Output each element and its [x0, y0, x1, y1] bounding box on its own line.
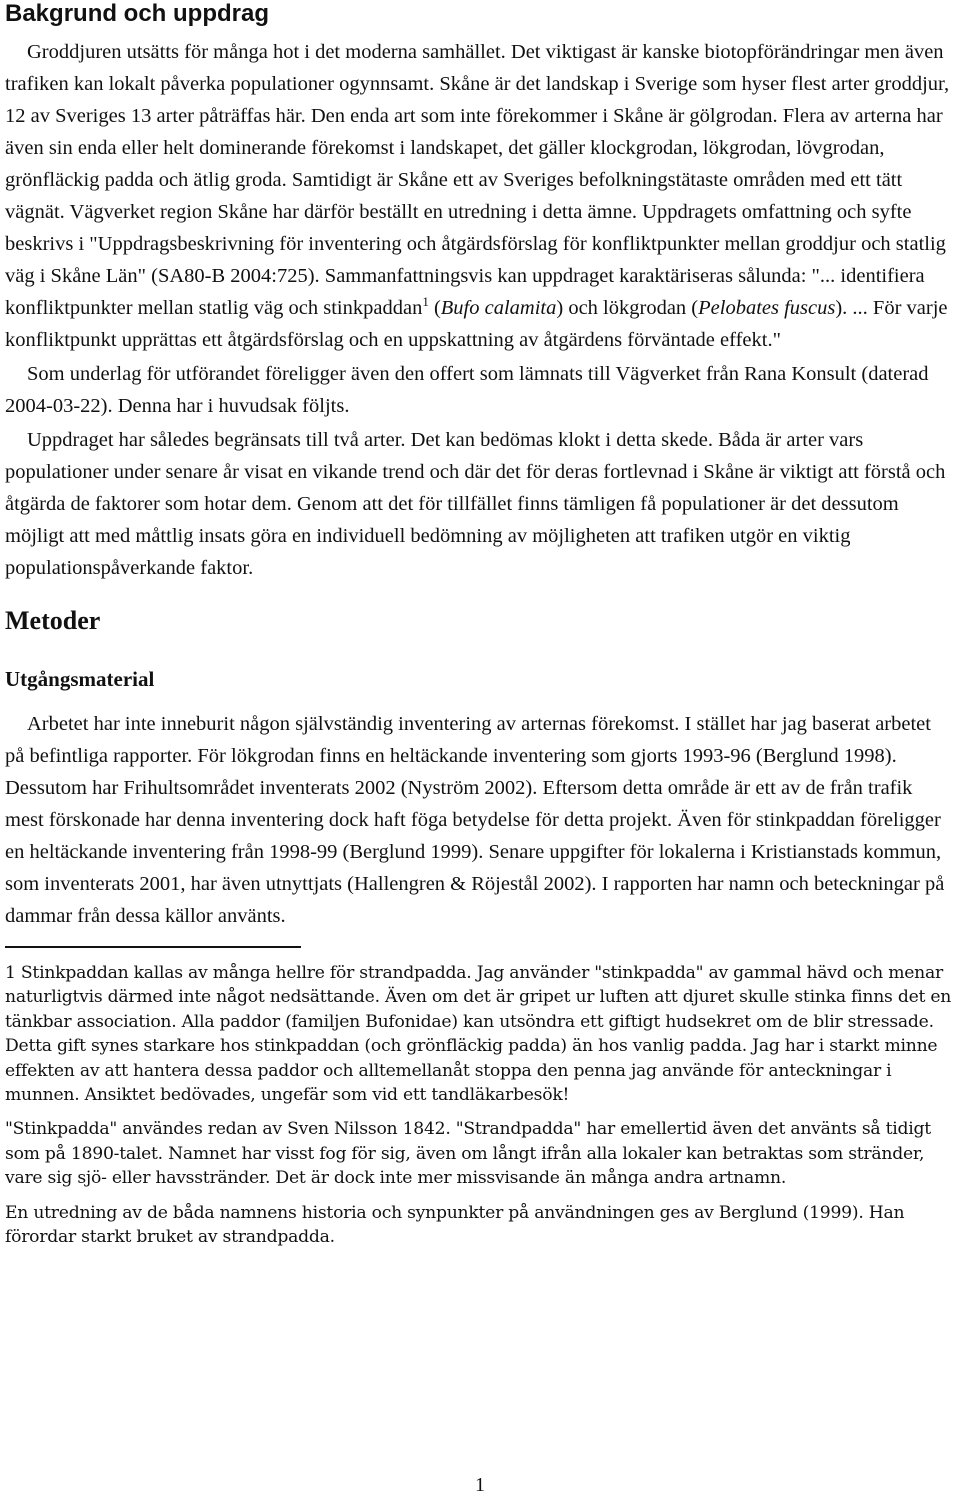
- paragraph-intro-text-4: ). ... För varje konfliktpunkt upprättas ett åtgärdsförslag och en uppskattning av åtgärdens förväntade effekt.": [5, 297, 948, 351]
- species-name-bufo: Bufo calamita: [440, 297, 557, 319]
- subsection-heading-utgangsmaterial: Utgångsmaterial: [5, 667, 155, 691]
- footnote-1: [5, 961, 952, 1107]
- footnote-number: 1: [5, 963, 16, 983]
- footnote-separator: [5, 946, 301, 948]
- page-number: 1: [475, 1474, 485, 1496]
- species-name-pelobates: Pelobates fuscus: [698, 297, 836, 319]
- footnote-paragraph-3: En utredning av de båda namnens historia och synpunkter på användningen ges av Berglund (1999). Han förordar starkt bruket av strandpadda.: [5, 1202, 905, 1248]
- paragraph-intro: [5, 36, 952, 356]
- section-heading-metoder: Metoder: [5, 606, 101, 635]
- footnote-1-text: Stinkpaddan kallas av många hellre för strandpadda. Jag använder "stinkpadda" av gammal hävd och menar naturligtvis därmed inte något nedsättande. Även om det är gripet ur luften att djuret skulle stinka finns det en tänkbar association. Alla paddor (familjen Bufonidae) kan utsöndra ett giftigt hudsekret om de blir stressade. Detta gift synes starkare hos stinkpaddan (och grönfläckig padda) än hos vanlig padda. Jag har i starkt minne effekten av att hantera dessa paddor och alltemellanåt stoppa den penna jag använde för anteckningar i munnen. Ansiktet bedövades, ungefär som vid ett tandläkarbesök!: [5, 963, 952, 1106]
- paragraph-intro-text: Groddjuren utsätts för många hot i det moderna samhället. Det viktigast är kanske biotopförändringar men även trafiken kan lokalt påverka populationer ogynnsamt. Skåne är det landskap i Sverige som hyser flest arter groddjur, 12 av Sveriges 13 arter påträffas här. Den enda art som inte förekommer i Skåne är gölgrodan. Flera av arterna har även sin enda eller helt dominerande förekomst i landskapet, det gäller klockgrodan, lökgrodan, lövgrodan, grönfläckig padda och ätlig groda. Samtidigt är Skåne ett av Sveriges befolkningstätaste områden med ett tätt vägnät. Vägverket region Skåne har därför beställt en utredning i detta ämne. Uppdragets omfattning och syfte beskrivs i "Uppdragsbeskrivning för inventering och åtgärdsförslag för konfliktpunkter mellan groddjur och statlig väg i Skåne Län" (SA80-B 2004:725). Sammanfattningsvis kan uppdraget karaktäriseras sålunda: "... identifiera konfliktpunkter mellan statlig väg och stinkpaddan: [5, 41, 950, 319]
- footnote-paragraph-2: "Stinkpadda" användes redan av Sven Nilsson 1842. "Strandpadda" har emellertid även det använts så tidigt som på 1890-talet. Namnet har visst fog för sig, även om långt ifrån alla lokaler kan betraktas som stränder, vare sig sjö- eller havsstränder. Det är dock inte mer missvisande än många andra artnamn.: [5, 1119, 931, 1189]
- paragraph-intro-text-3: ) och lökgrodan (: [556, 297, 699, 319]
- paragraph-underlag: Som underlag för utförandet föreligger även den offert som lämnats till Vägverket från Rana Konsult (daterad 2004-03-22). Denna har i huvudsak följts.: [5, 363, 929, 417]
- section-heading-bakgrund: Bakgrund och uppdrag: [5, 0, 269, 27]
- paragraph-uppdraget: Uppdraget har således begränsats till två arter. Det kan bedömas klokt i detta skede. Båda är arter vars populationer under senare år visat en vikande trend och där det för deras fortlevnad i Skåne är viktigt att förstå och åtgärda de faktorer som hotar dem. Genom att det för tillfället finns tämligen få populationer är det dessutom möjligt att med måttlig insats göra en individuell bedömning av möjligheten att trafiken utgör en viktig populationspåverkande faktor.: [5, 429, 946, 579]
- paragraph-intro-text-2: (: [428, 297, 441, 319]
- paragraph-utgangsmaterial: Arbetet har inte inneburit någon självständig inventering av arternas förekomst. I stället har jag baserat arbetet på befintliga rapporter. För lökgrodan finns en heltäckande inventering som gjorts 1993-96 (Berglund 1998). Dessutom har Frihultsområdet inventerats 2002 (Nyström 2002). Eftersom detta område är ett av de från trafik mest förskonade har denna inventering dock haft föga betydelse för detta projekt. Även för stinkpaddan föreligger en heltäckande inventering från 1998-99 (Berglund 1999). Senare uppgifter för lokalerna i Kristianstads kommun, som inventerats 2001, har även utnyttjats (Hallengren & Röjestål 2002). I rapporten har namn och beteckningar på dammar från dessa källor använts.: [5, 713, 945, 927]
- footnote-ref[interactable]: 1: [422, 294, 429, 310]
